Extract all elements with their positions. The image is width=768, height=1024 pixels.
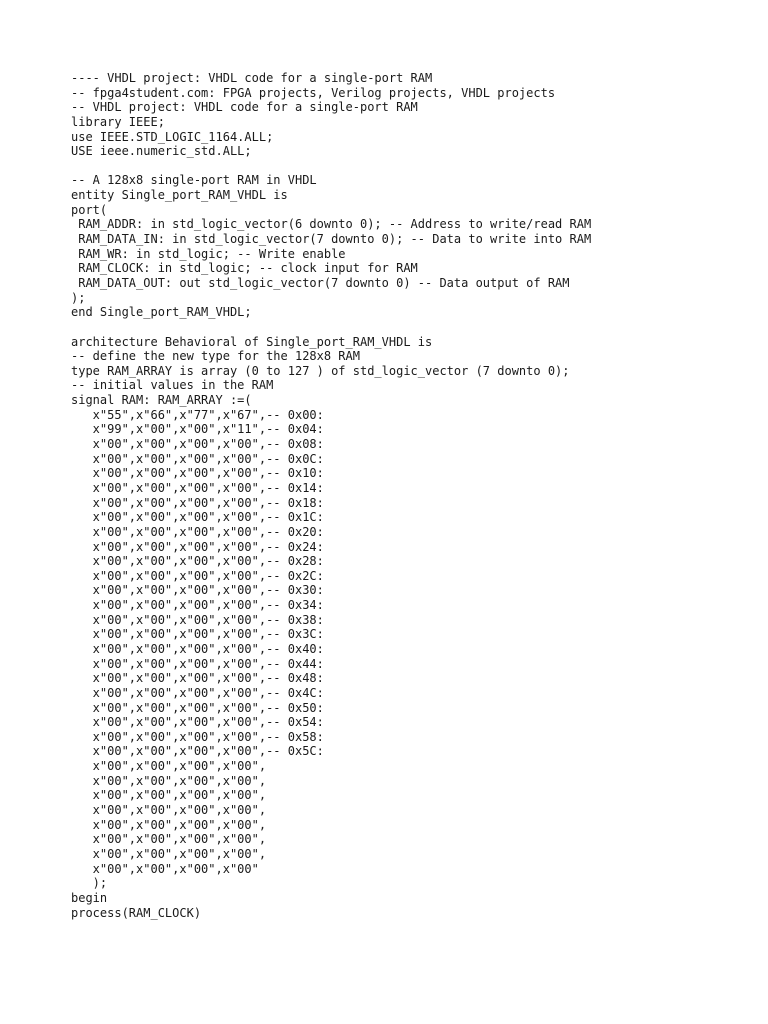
code-line: -- initial values in the RAM — [71, 378, 274, 393]
code-line: x"00",x"00",x"00",x"00",-- 0x30: — [71, 583, 324, 598]
code-line: x"00",x"00",x"00",x"00",-- 0x4C: — [71, 685, 324, 700]
code-line: ); — [71, 876, 108, 891]
code-line: use IEEE.STD_LOGIC_1164.ALL; — [71, 129, 274, 144]
code-line: x"00",x"00",x"00",x"00",-- 0x48: — [71, 671, 324, 686]
code-line: x"00",x"00",x"00",x"00", — [71, 817, 267, 832]
code-line: RAM_WR: in std_logic; -- Write enable — [71, 246, 346, 261]
code-line: x"00",x"00",x"00",x"00",-- 0x20: — [71, 524, 324, 539]
code-line — [71, 159, 591, 174]
code-line: x"00",x"00",x"00",x"00", — [71, 788, 267, 803]
code-line: x"00",x"00",x"00",x"00",-- 0x40: — [71, 641, 324, 656]
code-line: library IEEE; — [71, 114, 165, 129]
code-line: x"00",x"00",x"00",x"00", — [71, 759, 267, 774]
code-line: x"00",x"00",x"00",x"00", — [71, 846, 267, 861]
code-line: process(RAM_CLOCK) — [71, 905, 202, 920]
code-line: x"00",x"00",x"00",x"00",-- 0x14: — [71, 480, 324, 495]
code-line: RAM_DATA_IN: in std_logic_vector(7 downto 0); -- Data to write into RAM — [71, 232, 592, 247]
code-line: -- define the new type for the 128x8 RAM — [71, 349, 360, 364]
code-line: entity Single_port_RAM_VHDL is — [71, 188, 288, 203]
code-line: signal RAM: RAM_ARRAY :=( — [71, 393, 252, 408]
code-line: x"55",x"66",x"77",x"67",-- 0x00: — [71, 407, 324, 422]
code-line: ); — [71, 290, 86, 305]
code-line: x"00",x"00",x"00",x"00",-- 0x2C: — [71, 568, 324, 583]
code-line: x"00",x"00",x"00",x"00",-- 0x10: — [71, 466, 324, 481]
code-line: -- fpga4student.com: FPGA projects, Verilog projects, VHDL projects — [71, 85, 556, 100]
code-line: -- A 128x8 single-port RAM in VHDL — [71, 173, 317, 188]
code-line: x"00",x"00",x"00",x"00",-- 0x08: — [71, 437, 324, 452]
code-line: x"00",x"00",x"00",x"00",-- 0x28: — [71, 554, 324, 569]
code-line: USE ieee.numeric_std.ALL; — [71, 144, 252, 159]
code-line: x"00",x"00",x"00",x"00",-- 0x18: — [71, 495, 324, 510]
code-line: x"00",x"00",x"00",x"00", — [71, 803, 267, 818]
code-line: x"00",x"00",x"00",x"00",-- 0x0C: — [71, 451, 324, 466]
code-line: type RAM_ARRAY is array (0 to 127 ) of std_logic_vector (7 downto 0); — [71, 363, 570, 378]
code-line: x"00",x"00",x"00",x"00", — [71, 832, 267, 847]
code-line: x"00",x"00",x"00",x"00",-- 0x44: — [71, 656, 324, 671]
code-line: x"00",x"00",x"00",x"00", — [71, 773, 267, 788]
code-line: RAM_CLOCK: in std_logic; -- clock input for RAM — [71, 261, 418, 276]
code-line: end Single_port_RAM_VHDL; — [71, 305, 252, 320]
code-line: RAM_ADDR: in std_logic_vector(6 downto 0); -- Address to write/read RAM — [71, 217, 592, 232]
code-line: x"00",x"00",x"00",x"00",-- 0x1C: — [71, 510, 324, 525]
code-line: begin — [71, 890, 108, 905]
code-line: x"00",x"00",x"00",x"00" — [71, 861, 259, 876]
code-line: x"00",x"00",x"00",x"00",-- 0x54: — [71, 715, 324, 730]
code-line: RAM_DATA_OUT: out std_logic_vector(7 downto 0) -- Data output of RAM — [71, 275, 570, 290]
code-line — [71, 320, 591, 335]
code-line: x"00",x"00",x"00",x"00",-- 0x38: — [71, 612, 324, 627]
code-line: x"00",x"00",x"00",x"00",-- 0x58: — [71, 729, 324, 744]
code-line: x"00",x"00",x"00",x"00",-- 0x24: — [71, 539, 324, 554]
code-line: x"00",x"00",x"00",x"00",-- 0x3C: — [71, 627, 324, 642]
code-line: ---- VHDL project: VHDL code for a single-port RAM — [71, 71, 433, 85]
code-line: port( — [71, 202, 108, 217]
code-line: x"00",x"00",x"00",x"00",-- 0x5C: — [71, 744, 324, 759]
code-line: architecture Behavioral of Single_port_RAM_VHDL is — [71, 334, 433, 349]
vhdl-code-listing — [71, 71, 591, 920]
code-line: x"00",x"00",x"00",x"00",-- 0x34: — [71, 598, 324, 613]
code-line: x"00",x"00",x"00",x"00",-- 0x50: — [71, 700, 324, 715]
code-line: x"99",x"00",x"00",x"11",-- 0x04: — [71, 422, 324, 437]
code-line: -- VHDL project: VHDL code for a single-port RAM — [71, 100, 418, 115]
